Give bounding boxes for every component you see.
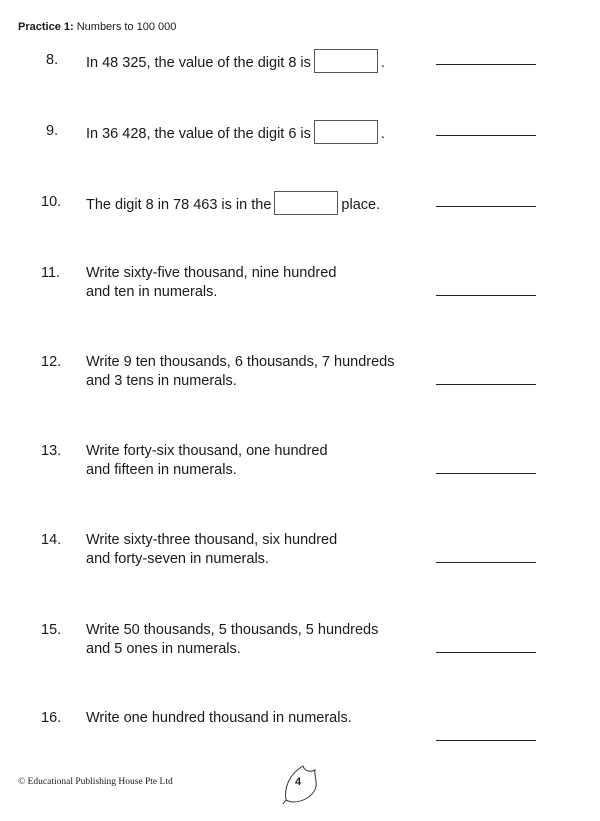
question-text: In 36 428, the value of the digit 6 is . (86, 122, 385, 146)
answer-line[interactable] (436, 473, 536, 474)
answer-line[interactable] (436, 206, 536, 207)
question-text-line1: Write 9 ten thousands, 6 thousands, 7 hundreds (86, 354, 395, 370)
answer-line[interactable] (436, 740, 536, 741)
question-number: 10. (41, 194, 62, 210)
page-header (18, 21, 176, 33)
answer-box[interactable] (314, 49, 378, 73)
question-number: 9. (46, 123, 59, 139)
question-text-line2: and forty-seven in numerals. (86, 551, 269, 567)
answer-box[interactable] (274, 191, 338, 215)
question-text: The digit 8 in 78 463 is in the place. (86, 193, 380, 217)
question-number: 16. (41, 710, 62, 726)
answer-line[interactable] (436, 384, 536, 385)
question-number: 8. (46, 52, 59, 68)
answer-line[interactable] (436, 135, 536, 136)
practice-title: Numbers to 100 000 (76, 21, 177, 33)
question-text-line1: Write one hundred thousand in numerals. (86, 710, 352, 726)
answer-line[interactable] (436, 562, 536, 563)
page-number: 4 (294, 776, 302, 788)
question-number: 12. (41, 354, 62, 370)
question-text-line1: Write sixty-three thousand, six hundred (86, 532, 338, 548)
copyright-footer: © Educational Publishing House Pte Ltd (18, 777, 173, 787)
answer-box[interactable] (314, 120, 378, 144)
question-text-line1: Write sixty-five thousand, nine hundred (86, 265, 337, 281)
answer-line[interactable] (436, 295, 536, 296)
question-number: 13. (41, 443, 62, 459)
question-text-line1: Write 50 thousands, 5 thousands, 5 hundreds (86, 622, 379, 638)
question-number: 11. (41, 265, 61, 281)
question-number: 14. (41, 532, 62, 548)
answer-line[interactable] (436, 652, 536, 653)
practice-label: Practice 1: (18, 21, 74, 33)
question-text-line2: and 5 ones in numerals. (86, 641, 241, 657)
question-text-line2: and 3 tens in numerals. (86, 373, 237, 389)
question-text: In 48 325, the value of the digit 8 is . (86, 51, 385, 75)
question-text-line2: and ten in numerals. (86, 284, 218, 300)
question-number: 15. (41, 622, 62, 638)
question-text-line1: Write forty-six thousand, one hundred (86, 443, 328, 459)
answer-line[interactable] (436, 64, 536, 65)
question-text-line2: and fifteen in numerals. (86, 462, 237, 478)
